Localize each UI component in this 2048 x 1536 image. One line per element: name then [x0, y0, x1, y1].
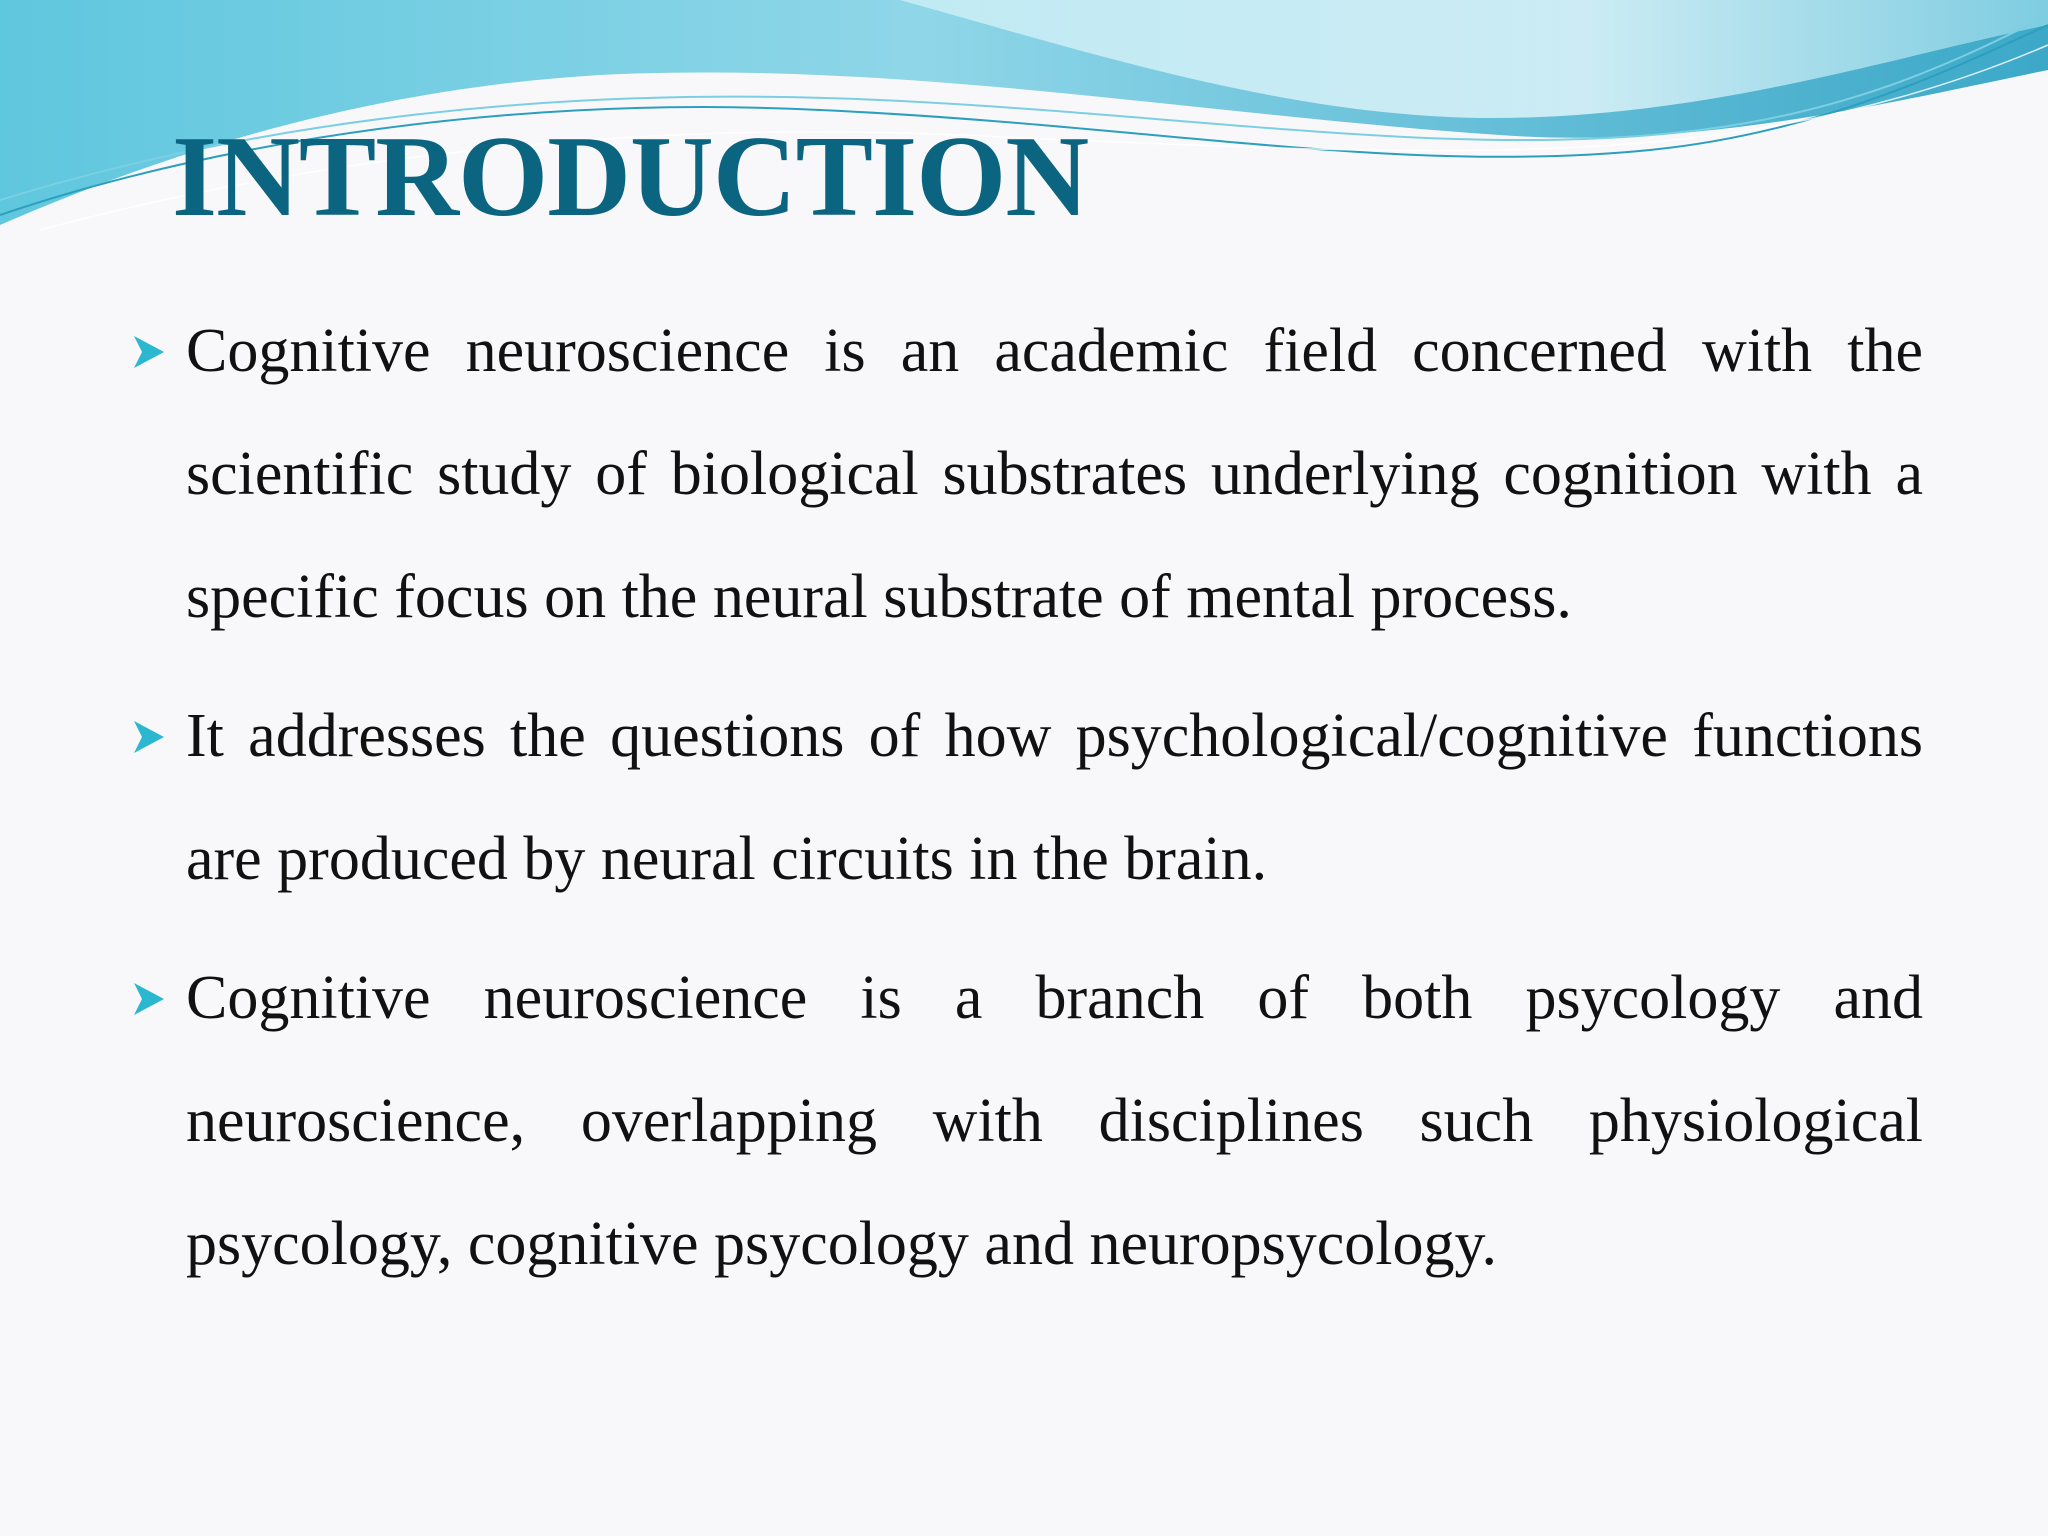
- bullet-item: [128, 290, 1923, 659]
- bullet-list: [128, 290, 1923, 1322]
- arrowhead-bullet-icon: [128, 979, 168, 1019]
- bullet-item: [128, 937, 1923, 1306]
- bullet-text: Cognitive neuroscience is an academic field concerned with the scientific study of biological substrates underlying cognition with a specific focus on the neural substrate of mental process.: [186, 317, 1923, 631]
- bullet-text: Cognitive neuroscience is a branch of both psycology and neuroscience, overlapping with disciplines such physiological psycology, cognitive psycology and neuropsycology.: [186, 964, 1923, 1278]
- arrowhead-bullet-icon: [128, 717, 168, 757]
- slide-title: INTRODUCTION: [172, 113, 1089, 241]
- bullet-text: It addresses the questions of how psychological/cognitive functions are produced by neural circuits in the brain.: [186, 702, 1923, 893]
- bullet-item: [128, 675, 1923, 921]
- arrowhead-bullet-icon: [128, 332, 168, 372]
